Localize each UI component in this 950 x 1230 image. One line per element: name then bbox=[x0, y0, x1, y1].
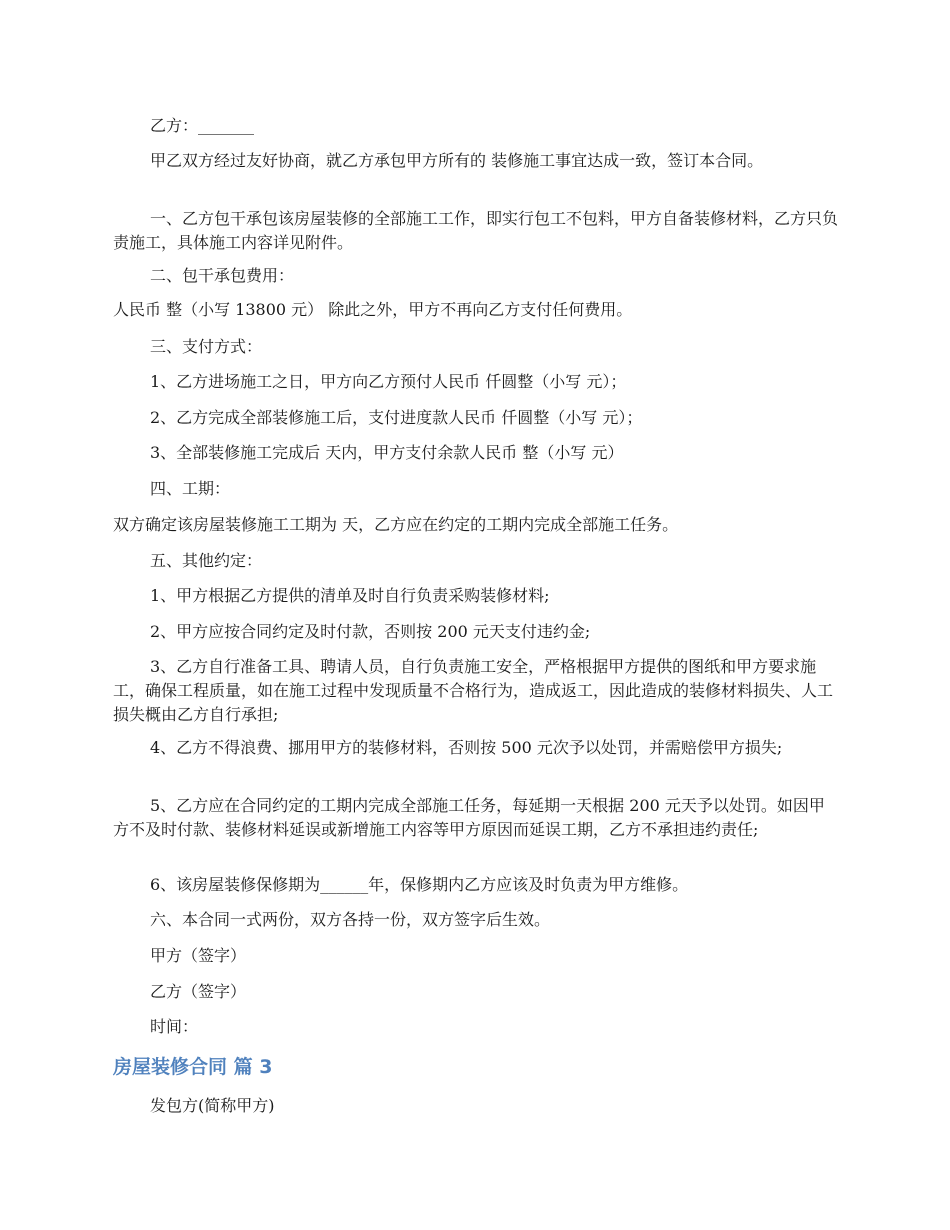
contractor-line: 发包方(简称甲方) bbox=[150, 1096, 275, 1115]
other-item-4: 4、乙方不得浪费、挪用甲方的装修材料，否则按 500 元次予以处罚，并需赔偿甲方损失; bbox=[150, 738, 783, 757]
section-heading: 房屋装修合同 篇 3 bbox=[113, 1056, 273, 1078]
payment-item-3: 3、全部装修施工完成后 天内，甲方支付余款人民币 整（小写 元） bbox=[150, 443, 624, 462]
date-line: 时间： bbox=[150, 1017, 199, 1036]
party-b-signature: 乙方（签字） bbox=[150, 982, 247, 1001]
other-item-5: 5、乙方应在合同约定的工期内完成全部施工任务，每延期一天根据 200 元天予以处罚。如因甲方不及时付款、装修材料延误或新增施工内容等甲方原因而延误工期，乙方不承担违约责任; bbox=[113, 796, 825, 839]
clause-2-heading: 二、包干承包费用： bbox=[150, 266, 295, 285]
clause-1-scope: 一、乙方包干承包该房屋装修的全部施工工作，即实行包工不包料，甲方自备装修材料，乙方只负责施工，具体施工内容详见附件。 bbox=[113, 209, 839, 252]
payment-item-1: 1、乙方进场施工之日，甲方向乙方预付人民币 仟圆整（小写 元）； bbox=[150, 372, 627, 391]
other-item-6: 6、该房屋装修保修期为______年，保修期内乙方应该及时负责为甲方维修。 bbox=[150, 875, 689, 894]
intro-paragraph: 甲乙双方经过友好协商，就乙方承包甲方所有的 装修施工事宜达成一致，签订本合同。 bbox=[150, 151, 764, 170]
other-item-3: 3、乙方自行准备工具、聘请人员，自行负责施工安全，严格根据甲方提供的图纸和甲方要求施工，确保工程质量，如在施工过程中发现质量不合格行为，造成返工，因此造成的装修材料损失、人工损失概由乙方自行承担; bbox=[113, 657, 834, 724]
clause-3-heading: 三、支付方式： bbox=[150, 337, 263, 356]
payment-item-2: 2、乙方完成全部装修施工后，支付进度款人民币 仟圆整（小写 元）； bbox=[150, 408, 643, 427]
schedule-paragraph: 双方确定该房屋装修施工工期为 天，乙方应在约定的工期内完成全部施工任务。 bbox=[113, 515, 679, 534]
party-a-signature: 甲方（签字） bbox=[150, 946, 247, 965]
clause-6-effective: 六、本合同一式两份，双方各持一份，双方签字后生效。 bbox=[150, 910, 551, 929]
other-item-1: 1、甲方根据乙方提供的清单及时自行负责采购装修材料; bbox=[150, 586, 550, 605]
other-item-2: 2、甲方应按合同约定及时付款，否则按 200 元天支付违约金; bbox=[150, 622, 591, 641]
party-b-line: 乙方：_______ bbox=[150, 116, 255, 135]
clause-4-heading: 四、工期： bbox=[150, 479, 231, 498]
clause-2-amount: 人民币 整（小写 13800 元） 除此之外，甲方不再向乙方支付任何费用。 bbox=[113, 300, 633, 319]
clause-5-heading: 五、其他约定： bbox=[150, 551, 263, 570]
